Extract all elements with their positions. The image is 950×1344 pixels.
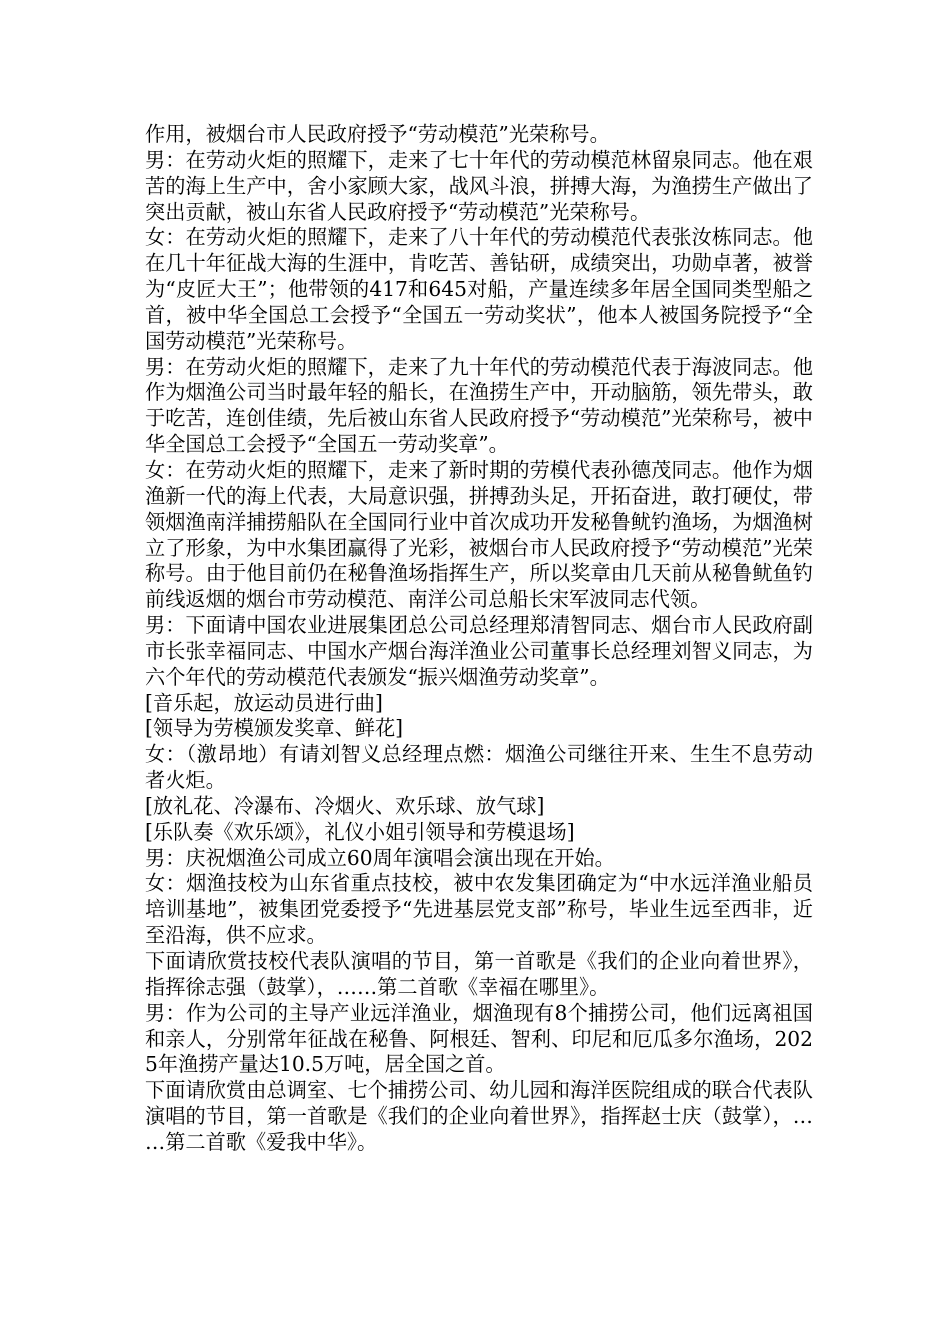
stage-direction-2: [领导为劳模颁发奖章、鲜花] <box>145 716 404 741</box>
paragraph-10: 下面请欣赏技校代表队演唱的节目，第一首歌是《我们的企业向着世界》，指挥徐志强（鼓掌），……第二首歌《幸福在哪里》。 <box>145 949 813 999</box>
stage-direction-4: [乐队奏《欢乐颂》，礼仪小姐引领导和劳模退场] <box>145 819 575 844</box>
paragraph-12: 下面请欣赏由总调室、七个捕捞公司、幼儿园和海洋医院组成的联合代表队演唱的节目，第一首歌是《我们的企业向着世界》，指挥赵士庆（鼓掌），……第二首歌《爱我中华》。 <box>145 1078 813 1154</box>
paragraph-11: 男：作为公司的主导产业远洋渔业，烟渔现有8个捕捞公司，他们远离祖国和亲人，分别常年征战在秘鲁、阿根廷、智利、印尼和厄瓜多尔渔场，2025年渔捞产量达10.5万吨，居全国之首。 <box>145 1000 813 1077</box>
document-page <box>145 122 813 1156</box>
stage-direction-1: [音乐起，放运动员进行曲] <box>145 690 383 715</box>
paragraph-9: 女：烟渔技校为山东省重点技校，被中农发集团确定为“中水远洋渔业船员培训基地”，被集团党委授予“先进基层党支部”称号，毕业生远至西非，近至沿海，供不应求。 <box>145 871 813 948</box>
paragraph-1: 作用，被烟台市人民政府授予“劳动模范”光荣称号。 <box>145 122 610 146</box>
paragraph-8: 男：庆祝烟渔公司成立60周年演唱会演出现在开始。 <box>145 845 615 870</box>
paragraph-6: 男：下面请中国农业进展集团总公司总经理郑清智同志、烟台市人民政府副市长张幸福同志、中国水产烟台海洋渔业公司董事长总经理刘智义同志，为六个年代的劳动模范代表颁发“振兴烟渔劳动奖章”。 <box>145 613 813 689</box>
paragraph-3: 女：在劳动火炬的照耀下，走来了八十年代的劳动模范代表张汝栋同志。他在几十年征战大海的生涯中，肯吃苦、善钻研，成绩突出，功勋卓著，被誉为“皮匠大王”；他带领的417和645对船，产量连续多年居全国同类型船之首，被中华全国总工会授予“全国五一劳动奖状”，他本人被国务院授予“全国劳动模范”光荣称号。 <box>145 225 813 353</box>
paragraph-2: 男：在劳动火炬的照耀下，走来了七十年代的劳动模范林留泉同志。他在艰苦的海上生产中，舍小家顾大家，战风斗浪，拼搏大海，为渔捞生产做出了突出贡献，被山东省人民政府授予“劳动模范”光荣称号。 <box>145 147 813 224</box>
paragraph-4: 男：在劳动火炬的照耀下，走来了九十年代的劳动模范代表于海波同志。他作为烟渔公司当时最年轻的船长，在渔捞生产中，开动脑筋，领先带头，敢于吃苦，连创佳绩，先后被山东省人民政府授予“劳动模范”光荣称号，被中华全国总工会授予“全国五一劳动奖章”。 <box>145 354 813 457</box>
paragraph-5: 女：在劳动火炬的照耀下，走来了新时期的劳模代表孙德茂同志。他作为烟渔新一代的海上代表，大局意识强，拼搏劲头足，开拓奋进，敢打硬仗，带领烟渔南洋捕捞船队在全国同行业中首次成功开发秘鲁鱿钓渔场，为烟渔树立了形象，为中水集团赢得了光彩，被烟台市人民政府授予“劳动模范”光荣称号。由于他目前仍在秘鲁渔场指挥生产，所以奖章由几天前从秘鲁鱿鱼钓前线返烟的烟台市劳动模范、南洋公司总船长宋军波同志代领。 <box>145 457 813 612</box>
paragraph-7: 女：（激昂地）有请刘智义总经理点燃：烟渔公司继往开来、生生不息劳动者火炬。 <box>145 742 813 793</box>
stage-direction-3: [放礼花、冷瀑布、冷烟火、欢乐球、放气球] <box>145 793 545 818</box>
